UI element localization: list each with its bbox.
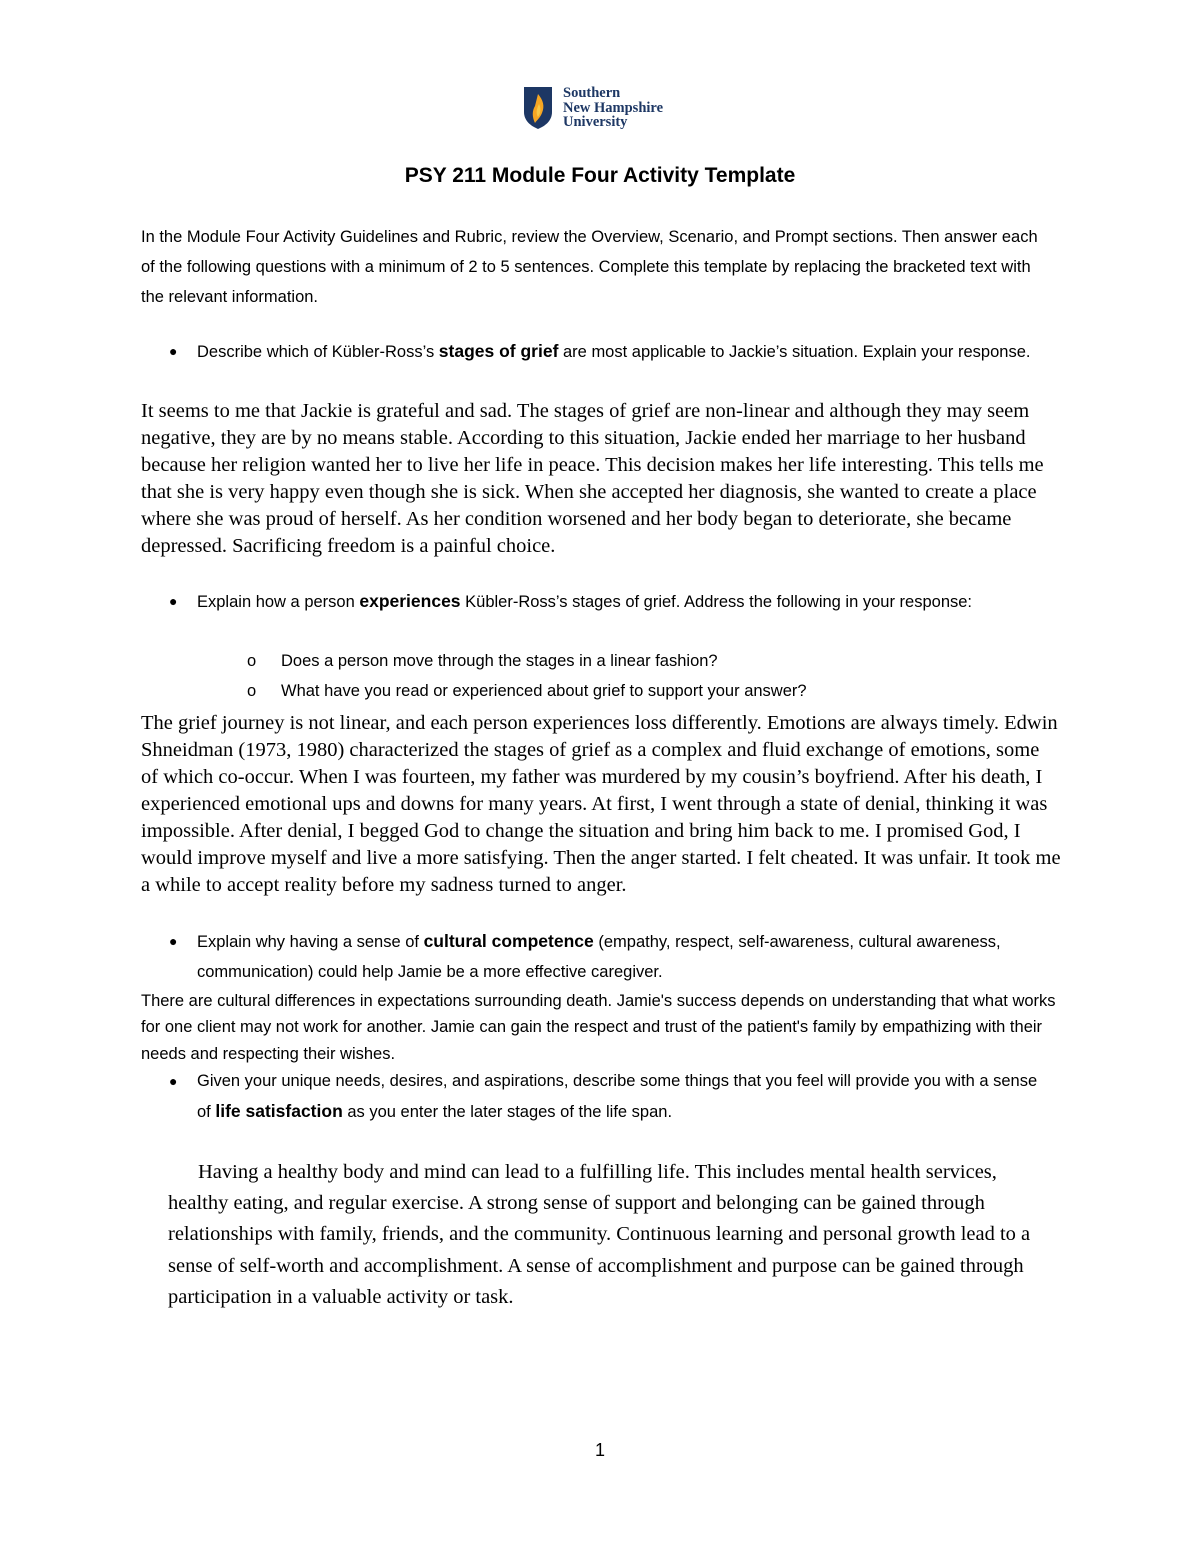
page-number: 1 (594, 1440, 605, 1460)
logo-line-1: Southern (563, 85, 621, 102)
question-4-text-end: as you enter the later stages of the life span. (342, 1103, 673, 1121)
shield-flame-icon (523, 86, 553, 130)
question-4-text: Given your unique needs, desires, and aspirations, describe some things that you feel will provide you with a sense of (197, 1072, 1038, 1121)
sub-question-2-text: What have you read or experienced about grief to support your answer? (281, 682, 807, 700)
question-2-text-end: Kübler-Ross’s stages of grief. Address the following in your response: (460, 593, 973, 611)
answer-2: The grief journey is not linear, and each person experiences loss differently. Emotions are always timely. Edwin Shneidman (1973, 1980) characterized the stages of grief as a complex and fluid exchange of emotions, some of which co-occur. When I was fourteen, my father was murdered by my cousin’s boyfriend. After his death, I experienced emotional ups and downs for many years. At first, I went through a state of denial, thinking it was impossible. After denial, I begged God to change the situation and bring him back to me. I promised God, I would improve myself and live a more satisfying. Then the anger started. I felt cheated. It was unfair. It took me a while to accept reality before my sadness turned to anger. (141, 712, 1061, 896)
question-2-text: Explain how a person (197, 593, 360, 611)
bullet-icon: ● (169, 1073, 178, 1089)
question-2 (169, 586, 1047, 617)
question-2-sub-2 (247, 676, 1041, 706)
question-3-text-end: (empathy, respect, self-awareness, cultural awareness, communication) could help Jamie be a more effective caregiver. (197, 933, 1001, 981)
question-1-keyword: stages of grief (438, 341, 559, 361)
logo-line-2: New Hampshire (563, 99, 664, 116)
question-2-sub-1 (247, 646, 1041, 676)
question-4 (169, 1066, 1047, 1127)
answer-3: There are cultural differences in expectations surrounding death. Jamie's success depends on understanding that what works for one client may not work for another. Jamie can gain the respect and trust of the patient's family by empathizing with their needs and respecting their wishes. (141, 992, 1056, 1063)
question-2-keyword: experiences (359, 591, 461, 611)
intro-paragraph: In the Module Four Activity Guidelines and Rubric, review the Overview, Scenario, and Prompt sections. Then answer each of the following questions with a minimum of 2 to 5 sentences. Complete this template by replacing the bracketed text with the relevant information. (141, 228, 1038, 306)
sub-question-1-text: Does a person move through the stages in a linear fashion? (281, 652, 718, 670)
question-1 (169, 336, 1047, 367)
question-3-keyword: cultural competence (423, 931, 594, 951)
question-1-text-end: are most applicable to Jackie’s situation. Explain your response. (558, 343, 1031, 361)
logo-line-3: University (563, 114, 628, 131)
page-title: PSY 211 Module Four Activity Template (404, 164, 796, 187)
answer-4: Having a healthy body and mind can lead to a fulfilling life. This includes mental health services, healthy eating, and regular exercise. A strong sense of support and belonging can be gained through relationships with family, friends, and the community. Continuous learning and personal growth lead to a sense of self-worth and accomplishment. A sense of accomplishment and purpose can be gained through participation in a valuable activity or task. (168, 1161, 1031, 1308)
question-1-text: Describe which of Kübler-Ross’s (197, 343, 439, 361)
bullet-icon: ● (169, 933, 178, 949)
sub-bullet-icon: o (247, 652, 257, 670)
sub-bullet-icon: o (247, 682, 257, 700)
question-3 (169, 926, 1047, 987)
question-3-text: Explain why having a sense of (197, 933, 424, 951)
bullet-icon: ● (169, 343, 178, 359)
logo-wordmark (563, 86, 663, 130)
bullet-icon: ● (169, 593, 178, 609)
question-4-keyword: life satisfaction (215, 1101, 343, 1121)
university-logo (523, 86, 663, 130)
answer-1: It seems to me that Jackie is grateful and sad. The stages of grief are non-linear and although they may seem negative, they are by no means stable. According to this situation, Jackie ended her marriage to her husband because her religion wanted her to live her life in peace. This decision makes her life interesting. This tells me that she is very happy even though she is sick. When she accepted her diagnosis, she wanted to create a place where she was proud of herself. As her condition worsened and her body began to deteriorate, she became depressed. Sacrificing freedom is a painful choice. (141, 400, 1044, 557)
